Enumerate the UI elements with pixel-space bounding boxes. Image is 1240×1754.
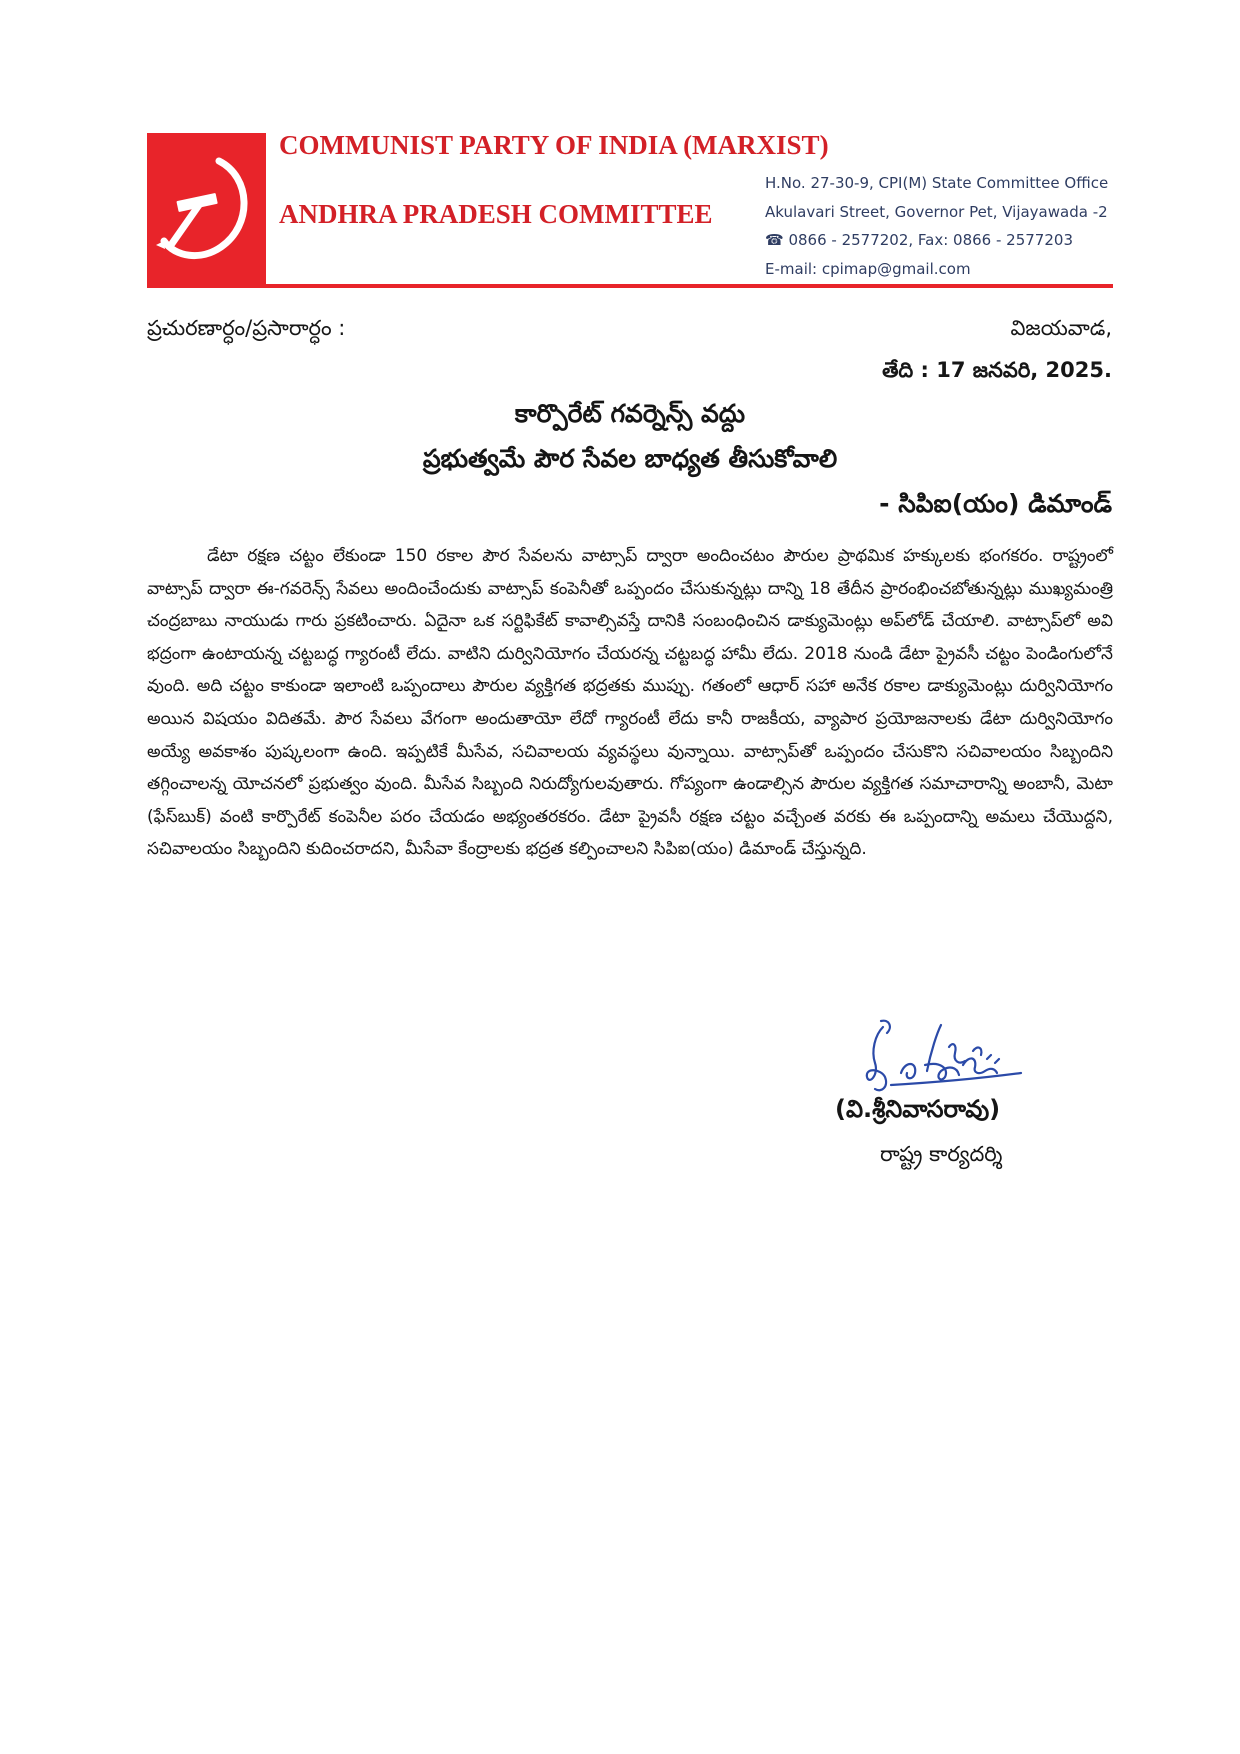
headline-primary: కార్పొరేట్ గవర్నెన్స్ వద్దు: [514, 399, 746, 428]
press-release-body: డేటా రక్షణ చట్టం లేకుండా 150 రకాల పౌర సేవలను వాట్సాప్ ద్వారా అందించటం పౌరుల ప్రాథమిక హక్కులకు భంగకరం. రాష్ట్రంలో వాట్సాప్ ద్వారా ఈ-గవరెన్స్ సేవలు అందించేందుకు వాట్సాప్ కంపెనీతో ఒప్పందం చేసుకున్నట్లు దాన్ని 18 తేదీన ప్రారంభించబోతున్నట్లు ముఖ్యమంత్రి చంద్రబాబు నాయుడు గారు ప్రకటించారు. ఏదైనా ఒక సర్టిఫికేట్ కావాల్సివస్తే దానికి సంబంధించిన డాక్యుమెంట్లు అప్‌లోడ్ చేయాలి. వాట్సాప్‌లో అవి భద్రంగా ఉంటాయన్న చట్టబద్ధ గ్యారంటీ లేదు. వాటిని దుర్వినియోగం చేయరన్న చట్టబద్ధ హామీ లేదు. 2018 నుండి డేటా ప్రైవసీ చట్టం పెండింగులోనే వుంది. అది చట్టం కాకుండా ఇలాంటి ఒప్పందాలు పౌరుల వ్యక్తిగత భద్రతకు ముప్పు. గతంలో ఆధార్ సహా అనేక రకాల డాక్యుమెంట్లు దుర్వినియోగం అయిన విషయం విదితమే. పౌర సేవలు వేగంగా అందుతాయో లేదో గ్యారంటీ లేదు కానీ రాజకీయ, వ్యాపార ప్రయోజనాలకు డేటా దుర్వినియోగం అయ్యే అవకాశం పుష్కలంగా ఉంది. ఇప్పటికే మీసేవ, సచివాలయ వ్యవస్థలు వున్నాయి. వాట్సాప్‌తో ఒప్పందం చేసుకొని సచివాలయం సిబ్బందిని తగ్గించాలన్న యోచనలో ప్రభుత్వం వుంది. మీసేవ సిబ్బంది నిరుద్యోగులవుతారు. గోప్యంగా ఉండాల్సిన పౌరుల వ్యక్తిగత సమాచారాన్ని అంబానీ, మెటా (ఫేస్‌బుక్) వంటి కార్పొరేట్ కంపెనీల పరం చేయడం అభ్యంతరకరం. డేటా ప్రైవసీ రక్షణ చట్టం వచ్చేంత వరకు ఈ ఒప్పందాన్ని అమలు చేయొద్దని, సచివాలయం సిబ్బందిని కుదించరాదని, మీసేవా కేంద్రాలకు భద్రత కల్పించాలని సిపిఐ(యం) డిమాండ్ చేస్తున్నది.: [147, 546, 1113, 860]
org-name: COMMUNIST PARTY OF INDIA (MARXIST): [279, 130, 829, 160]
address-line: Akulavari Street, Governor Pet, Vijayawada -2: [765, 202, 1108, 221]
hammer-sickle-icon: [147, 133, 266, 285]
headline-byline: - సిపిఐ(యం) డిమాండ్: [879, 489, 1112, 518]
place: విజయవాడ,: [1010, 316, 1112, 340]
phone-fax-line: ☎ 0866 - 2577202, Fax: 0866 - 2577203: [765, 231, 1073, 249]
signatory-name: (వి.శ్రీనివాసరావు): [835, 1095, 1001, 1123]
signatory-designation: రాష్ట్ర కార్యదర్శి: [880, 1142, 1003, 1166]
letterhead-divider: [147, 284, 1113, 288]
org-committee-name: ANDHRA PRADESH COMMITTEE: [279, 199, 713, 229]
address-line: H.No. 27-30-9, CPI(M) State Committee Office: [765, 174, 1109, 192]
headline-secondary: ప్రభుత్వమే పౌర సేవల బాధ్యత తీసుకోవాలి: [422, 444, 838, 473]
release-label: ప్రచురణార్ధం/ప్రసారార్ధం :: [147, 316, 346, 340]
email-line: E-mail: cpimap@gmail.com: [765, 259, 971, 278]
release-date: తేది : 17 జనవరి, 2025.: [882, 358, 1112, 382]
office-address: [765, 174, 1108, 288]
